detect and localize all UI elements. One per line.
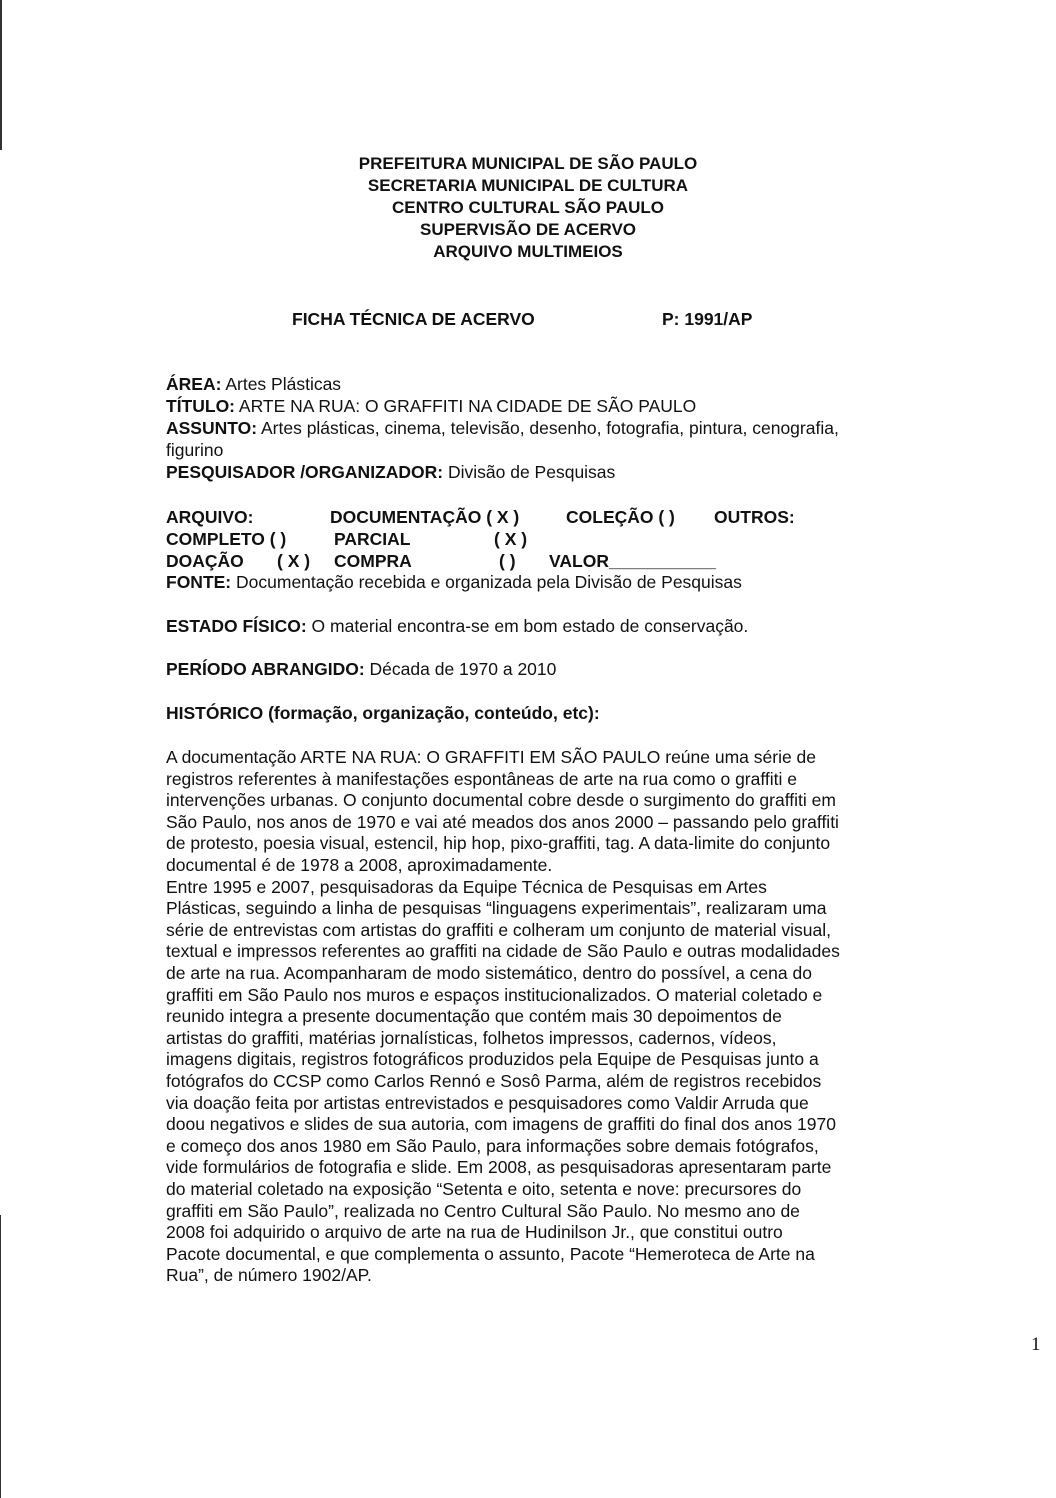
arquivo-outros: OUTROS: xyxy=(714,507,795,527)
value: Artes plásticas, cinema, televisão, desenho, fotografia, pintura, cenografia, xyxy=(260,418,839,438)
scan-edge-bottom xyxy=(0,1215,1,1498)
label: PESQUISADOR /ORGANIZADOR: xyxy=(166,462,444,482)
paragraph-line: graffiti em São Paulo”, realizada no Centro Cultural São Paulo. No mesmo ano de xyxy=(166,1200,800,1221)
paragraph-line: vide formulários de fotografia e slide. Em 2008, as pesquisadoras apresentaram parte xyxy=(166,1157,832,1178)
field-titulo xyxy=(166,395,696,417)
ficha-title: FICHA TÉCNICA DE ACERVO xyxy=(292,309,535,329)
header-line: ARQUIVO MULTIMEIOS xyxy=(433,242,623,261)
paragraph-line: imagens digitais, registros fotográficos produzidos pela Equipe de Pesquisas junto a xyxy=(166,1049,819,1070)
arquivo-label: ARQUIVO: xyxy=(166,507,254,527)
paragraph-line: graffiti em São Paulo nos muros e espaços institucionalizados. O material coletado e xyxy=(166,984,823,1005)
paragraph-line: de arte na rua. Acompanharam de modo sistemático, dentro do possível, a cena do xyxy=(166,963,812,983)
paragraph-line: fotógrafos do CCSP como Carlos Rennó e Sosô Parma, além de registros recebidos xyxy=(166,1071,822,1091)
header-line: SUPERVISÃO DE ACERVO xyxy=(419,220,637,239)
paragraph-line: Plásticas, seguindo a linha de pesquisas “linguagens experimentais”, realizaram uma xyxy=(166,898,827,919)
field-estado xyxy=(166,615,748,637)
label: ESTADO FÍSICO: xyxy=(166,616,307,636)
value: Documentação recebida e organizada pela Divisão de Pesquisas xyxy=(236,572,742,592)
paragraph-line: do material coletado na exposição “Setenta e oito, setenta e nove: precursores do xyxy=(166,1179,802,1199)
value: Divisão de Pesquisas xyxy=(447,462,616,482)
field-periodo xyxy=(166,658,556,680)
paragraph-line: Rua”, de número 1902/AP. xyxy=(166,1265,372,1286)
paragraph-line: via doação feita por artistas entrevistados e pesquisadores como Valdir Arruda que xyxy=(166,1092,809,1113)
arquivo-doacao-mark: ( X ) xyxy=(277,551,311,571)
page-number: 1 xyxy=(1031,1334,1041,1355)
paragraph-line: série de entrevistas com artistas do graffiti e colheram um conjunto de material visual, xyxy=(166,919,831,940)
label: TÍTULO: xyxy=(166,396,236,416)
paragraph-line: textual e impressos referentes ao graffiti na cidade de São Paulo e outras modalidades xyxy=(166,941,840,962)
paragraph-line: A documentação ARTE NA RUA: O GRAFFITI EM SÃO PAULO reúne uma série de xyxy=(166,747,817,767)
arquivo-completo: COMPLETO ( ) xyxy=(166,529,287,549)
paragraph-line: intervenções urbanas. O conjunto documental cobre desde o surgimento do graffiti em xyxy=(166,790,836,811)
paragraph-line: São Paulo, nos anos de 1970 e vai até meados dos anos 2000 – passando pelo graffiti xyxy=(166,811,839,832)
scan-edge-top xyxy=(0,0,2,150)
paragraph-line: doou negativos e slides de sua autoria, com imagens de graffiti do final dos anos 1970 xyxy=(166,1114,836,1135)
label: FONTE: xyxy=(166,572,232,592)
header-line: PREFEITURA MUNICIPAL DE SÃO PAULO xyxy=(358,154,698,173)
arquivo-doacao: DOAÇÃO xyxy=(166,551,244,571)
header-line: SECRETARIA MUNICIPAL DE CULTURA xyxy=(367,176,689,195)
arquivo-compra: COMPRA xyxy=(334,551,412,571)
paragraph-line: documental é de 1978 a 2008, aproximadamente. xyxy=(166,855,553,875)
arquivo-parcial: PARCIAL xyxy=(334,529,411,549)
paragraph-line: artistas do graffiti, matérias jornalísticas, folhetos impressos, cadernos, vídeos, xyxy=(166,1027,777,1048)
value: O material encontra-se em bom estado de conservação. xyxy=(311,616,749,636)
paragraph-line: registros referentes à manifestações espontâneas de arte na rua como o graffiti e xyxy=(166,768,798,789)
field-pesquisador xyxy=(166,461,615,483)
label: ASSUNTO: xyxy=(166,418,258,438)
paragraph-line: Entre 1995 e 2007, pesquisadoras da Equipe Técnica de Pesquisas em Artes xyxy=(166,876,767,897)
arquivo-documentacao: DOCUMENTAÇÃO ( X ) xyxy=(330,507,520,527)
paragraph-line: reunido integra a presente documentação que contém mais 30 depoimentos de xyxy=(166,1006,782,1027)
paragraph-line: 2008 foi adquirido o arquivo de arte na rua de Hudinilson Jr., que constitui outro xyxy=(166,1222,783,1243)
value: Década de 1970 a 2010 xyxy=(369,659,557,679)
label: ÁREA: xyxy=(166,374,222,394)
arquivo-colecao: COLEÇÃO ( ) xyxy=(566,507,675,527)
label: PERÍODO ABRANGIDO: xyxy=(166,659,365,679)
field-assunto xyxy=(166,417,839,439)
paragraph-line: e começo dos anos 1980 em São Paulo, para informações sobre demais fotógrafos, xyxy=(166,1135,819,1156)
ficha-code: P: 1991/AP xyxy=(662,309,753,329)
field-area xyxy=(166,373,341,395)
arquivo-compra-mark: ( ) xyxy=(499,551,516,571)
arquivo-valor: VALOR___________ xyxy=(549,551,717,571)
value: ARTE NA RUA: O GRAFFITI NA CIDADE DE SÃO PAULO xyxy=(238,396,697,416)
arquivo-parcial-mark: ( X ) xyxy=(494,529,528,549)
historico-heading: HISTÓRICO (formação, organização, conteúdo, etc): xyxy=(166,703,600,723)
paragraph-line: Pacote documental, e que complementa o assunto, Pacote “Hemeroteca de Arte na xyxy=(166,1243,815,1264)
field-fonte xyxy=(166,571,742,593)
header-line: CENTRO CULTURAL SÃO PAULO xyxy=(392,198,664,217)
paragraph-line: de protesto, poesia visual, estencil, hip hop, pixo-graffiti, tag. A data-limite do conjunto xyxy=(166,833,831,854)
value: Artes Plásticas xyxy=(225,374,342,394)
field-assunto-cont: figurino xyxy=(166,440,224,460)
